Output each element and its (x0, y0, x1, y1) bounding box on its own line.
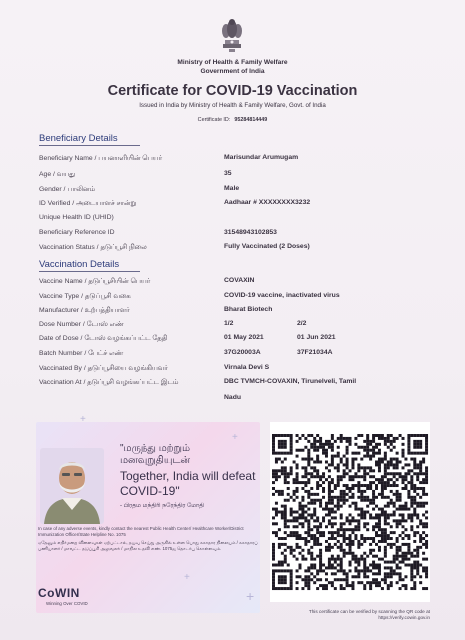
beneficiary-reference-value: 31548943102853 (224, 229, 277, 236)
vaccination-status-label: Vaccination Status / தடுப்பூசி நிலை (39, 244, 147, 251)
id-verified-label: ID Verified / அடையாளச் சான்று (39, 200, 137, 207)
adverse-events-tamil: ஏதேனும் எதிர்மறை விளைவுகள் ஏற்பட்டால், தயவு செய்து அருகில் உள்ள பொது சுகாதார நிலையம் / சுகாதாரப் பணியாளர் / மாவட்ட தடுப்பூசி அலுவலர் / மாநில உதவி எண். 1075ஐ தொடர்பு கொள்ளவும். (38, 540, 258, 551)
certificate-id (0, 117, 465, 123)
vaccination-heading: Vaccination Details (39, 259, 140, 272)
sparkle-icon: + (232, 432, 238, 443)
sparkle-icon: + (246, 588, 255, 604)
cowin-logo: CoWIN (38, 586, 80, 600)
id-verified-value: Aadhaar # XXXXXXXX3232 (224, 199, 311, 206)
certificate-id-value: 95284814449 (234, 117, 268, 123)
vaccination-row (39, 320, 429, 334)
age-label: Age / வயது (39, 171, 75, 178)
vaccination-at-label: Vaccination At / தடுப்பூசி வழங்கப்பட்ட இடம் (39, 379, 179, 386)
ministry-line-2: Government of India (200, 67, 265, 75)
beneficiary-row (39, 199, 429, 213)
certificate-id-label: Certificate ID: (197, 117, 231, 123)
vaccine-type-value: COVID-19 vaccine, inactivated virus (224, 292, 340, 299)
beneficiary-row (39, 154, 429, 168)
quote-tamil: "மருந்து மற்றும் மனவுறுதியுடன் (120, 443, 191, 466)
prime-minister-photo (40, 448, 104, 524)
vaccination-row (39, 306, 429, 320)
vaccine-type-label: Vaccine Type / தடுப்பூசி வகை (39, 293, 131, 300)
vaccination-row (39, 334, 429, 348)
beneficiary-row (39, 243, 429, 257)
beneficiary-row (39, 229, 429, 243)
qr-verification-note: This certificate can be verified by scanning the QR code at https://verify.cowin.gov.in (308, 609, 430, 620)
manufacturer-value: Bharat Biotech (224, 306, 273, 313)
quote-attribution: - பிரதம மந்திரி நரேந்திர மோதி (120, 503, 205, 509)
dose-number-value-2: 2/2 (297, 320, 307, 327)
dose-date-value-2: 01 Jun 2021 (297, 334, 336, 341)
verification-qr-code[interactable] (270, 422, 430, 602)
vaccination-row (39, 277, 429, 291)
quote-english: Together, India will defeat COVID-19" (120, 469, 256, 498)
manufacturer-label: Manufacturer / உற்பத்தியாளர் (39, 307, 130, 314)
beneficiary-name-label: Beneficiary Name / பயனாளியின் பெயர் (39, 155, 163, 162)
vaccination-row (39, 378, 429, 408)
gender-value: Male (224, 185, 240, 192)
dose-number-value-1: 1/2 (224, 320, 234, 327)
age-value: 35 (224, 170, 232, 177)
vaccine-name-value: COVAXIN (224, 277, 255, 284)
beneficiary-heading: Beneficiary Details (39, 133, 140, 146)
adverse-events-english: In case of any adverse events, kindly contact the nearest Public Health Center/ Healthcare Worker/District Immunization Officer/State Helpline No. 1075 (38, 526, 244, 537)
certificate-title: Certificate for COVID-19 Vaccination (107, 83, 358, 99)
dose-date-value-1: 01 May 2021 (224, 334, 264, 341)
sparkle-icon: + (184, 572, 190, 583)
beneficiary-reference-label: Beneficiary Reference ID (39, 229, 115, 236)
cowin-tagline: Winning Over COVID (46, 601, 88, 606)
vaccine-name-label: Vaccine Name / தடுப்பூசியின் பெயர் (39, 278, 151, 285)
beneficiary-row (39, 170, 429, 184)
batch-number-value-2: 37F21034A (297, 349, 333, 356)
national-emblem-icon (219, 14, 245, 54)
ministry-line-1: Ministry of Health & Family Welfare (177, 59, 288, 66)
vaccination-status-value: Fully Vaccinated (2 Doses) (224, 243, 310, 250)
vaccination-at-value: DBC TVMCH-COVAXIN, Tirunelveli, Tamil Nadu (224, 378, 357, 401)
beneficiary-row (39, 185, 429, 199)
uhid-label: Unique Health ID (UHID) (39, 214, 114, 221)
beneficiary-name-value: Marisundar Arumugam (224, 154, 299, 161)
vaccination-row (39, 349, 429, 363)
dose-number-label: Dose Number / டோஸ் எண் (39, 321, 124, 328)
adverse-events-note (38, 526, 260, 552)
beneficiary-row (39, 214, 429, 228)
gender-label: Gender / பாலினம் (39, 186, 95, 193)
certificate-subtitle: Issued in India by Ministry of Health & Family Welfare, Govt. of India (139, 102, 326, 109)
ministry-name (0, 59, 465, 76)
dose-date-label: Date of Dose / டோஸ் வழங்கப்பட்ட தேதி (39, 335, 168, 342)
vaccinated-by-label: Vaccinated By / தடுப்பூசியை வழங்கியவர் (39, 365, 168, 372)
batch-number-value-1: 37G20003A (224, 349, 261, 356)
batch-number-label: Batch Number / பேட்ச் எண் (39, 350, 124, 357)
vaccination-row (39, 292, 429, 306)
vaccinated-by-value: Virnala Devi S (224, 364, 270, 371)
sparkle-icon: + (80, 414, 86, 425)
